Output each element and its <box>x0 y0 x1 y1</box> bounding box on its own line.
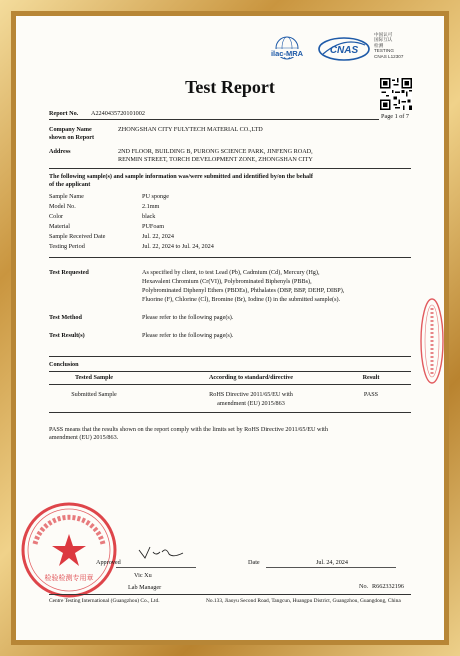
conclusion-note-line-2: amendment (EU) 2015/863. <box>49 434 119 441</box>
report-page <box>16 16 444 640</box>
sample-field-value: PU sponge <box>142 193 169 200</box>
table-cell-result: PASS <box>363 391 379 398</box>
divider <box>49 257 411 258</box>
cnas-line: CNAS L12307 <box>374 53 404 59</box>
conclusion-note-line-1: PASS means that the results shown on the report comply with the limits set by RoHS Directive 2011/65/EU with <box>49 426 328 433</box>
sample-field-label: Color <box>49 213 64 220</box>
sample-field-value: black <box>142 213 156 220</box>
report-no-label: Report No. <box>49 110 79 117</box>
test-results-value: Please refer to the following page(s). <box>142 332 234 339</box>
test-method-label: Test Method <box>49 314 82 321</box>
divider <box>49 594 411 595</box>
sample-field-label: Sample Name <box>49 193 84 200</box>
table-cell-standard: RoHS Directive 2011/65/EU with <box>209 391 293 398</box>
test-requested-line: Fluorine (F), Chlorine (Cl), Bromine (Br), Iodine (I) in the submitted sample(s). <box>142 296 341 303</box>
table-cell-sample: Submitted Sample <box>71 391 117 398</box>
conclusion-label: Conclusion <box>49 361 79 368</box>
company-seal-icon <box>19 500 119 600</box>
ilac-mra-logo-icon <box>261 36 313 62</box>
table-header-sample: Tested Sample <box>74 374 114 381</box>
table-header-border <box>49 384 411 385</box>
svg-text:检验检测专用章: 检验检测专用章 <box>44 574 94 582</box>
table-bottom-border <box>49 412 411 413</box>
svg-text:ilac-MRA: ilac-MRA <box>270 49 304 58</box>
signature-line <box>116 567 196 568</box>
footer-company: Centre Testing International (Guangzhou) Co., Ltd. <box>49 598 160 604</box>
divider <box>49 356 411 357</box>
signer-title: Lab Manager <box>128 584 162 591</box>
table-cell-standard-line-2: amendment (EU) 2015/863 <box>217 400 285 407</box>
test-method-value: Please refer to the following page(s). <box>142 314 234 321</box>
address-line-1: 2ND FLOOR, BUILDING B, PURONG SCIENCE PARK, JINFENG ROAD, <box>118 148 313 155</box>
report-no-value: A2240435720101002 <box>91 110 145 117</box>
test-requested-label: Test Requested <box>49 269 89 276</box>
table-header-result: Result <box>362 374 380 381</box>
sample-field-label: Testing Period <box>49 243 85 250</box>
certificate-no-value: R662332196 <box>372 583 404 590</box>
qr-code-icon <box>380 78 412 110</box>
date-value: Jul. 24, 2024 <box>316 559 348 566</box>
footer-address: No.133, Jiaoyu Second Road, Tangcun, Huangpu District, Guangzhou, Guangdong, China <box>206 598 401 604</box>
sample-intro-line-2: of the applicant <box>49 181 91 188</box>
address-line-2: RENMIN STREET, TORCH DEVELOPMENT ZONE, ZHONGSHAN CITY <box>118 156 313 163</box>
company-label: Company Name <box>49 126 92 133</box>
company-label-line-2: shown on Report <box>49 134 95 141</box>
page-number: Page 1 of 7 <box>381 113 410 120</box>
cnas-line: 检测 <box>374 42 384 48</box>
side-stamp-icon <box>419 296 444 386</box>
certificate-no-label: No. <box>359 583 369 590</box>
test-results-label: Test Result(s) <box>49 332 85 339</box>
date-line <box>266 567 396 568</box>
cnas-logo-icon <box>317 36 371 62</box>
table-top-border <box>49 371 411 372</box>
sample-field-value: Jul. 22, 2024 to Jul. 24, 2024 <box>142 243 214 250</box>
divider <box>49 119 379 120</box>
cnas-line: 中国认可 <box>374 32 393 37</box>
sample-field-label: Material <box>49 223 70 230</box>
test-requested-line: Hexavalent Chromium (Cr(VI)), Polybrominated Biphenyls (PBBs), <box>142 278 312 285</box>
table-header-standard: According to standard/directive <box>208 374 294 381</box>
sample-field-value: 2.1mm <box>142 203 160 210</box>
sample-field-value: PUFoam <box>142 223 165 230</box>
test-requested-line: Polybrominated Diphenyl Ethers (PBDEs), Phthalates (DBP, BBP, DEHP, DIBP), <box>142 287 345 294</box>
sample-field-label: Sample Received Date <box>49 233 106 240</box>
approved-label: Approved <box>96 559 121 566</box>
address-label: Address <box>49 148 71 155</box>
svg-text:CNAS: CNAS <box>329 45 359 56</box>
company-value: ZHONGSHAN CITY FULYTECH MATERIAL CO.,LTD <box>118 126 263 133</box>
signer-name: Vic Xu <box>134 572 152 579</box>
sample-field-value: Jul. 22, 2024 <box>142 233 174 240</box>
date-label: Date <box>248 559 260 566</box>
test-requested-line: As specified by client, to test Lead (Pb), Cadmium (Cd), Mercury (Hg), <box>142 269 320 276</box>
cnas-line: TESTING <box>374 48 394 54</box>
cnas-line: 国际互认 <box>374 37 393 43</box>
divider <box>49 168 411 169</box>
cnas-accreditation-text <box>374 32 403 59</box>
signature-icon <box>136 544 186 560</box>
sample-intro-line-1: The following sample(s) and sample information was/were submitted and identified by/on the behalf <box>49 173 313 180</box>
page-title: Test Report <box>185 77 275 97</box>
sample-field-label: Model No. <box>49 203 76 210</box>
